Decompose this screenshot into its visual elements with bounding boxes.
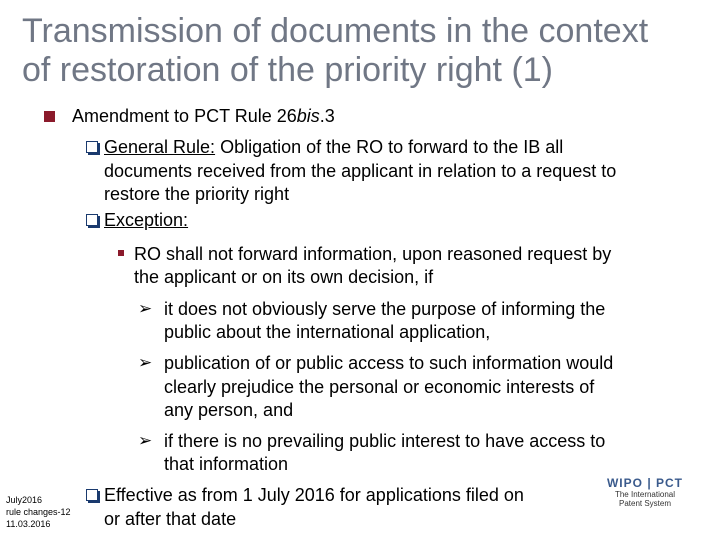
- logo-subtitle-2: Patent System: [618, 499, 672, 508]
- effective-line-2: or after that date: [104, 509, 237, 529]
- exception-item-1-line-1: it does not obviously serve the purpose of informing the: [164, 299, 606, 319]
- general-rule-line-1: [104, 136, 563, 158]
- slide-title-line-1: Transmission of documents in the context: [22, 12, 649, 50]
- exception-item-2-line-1: publication of or public access to such information would: [164, 353, 614, 373]
- footer-line-3: 11.03.2016: [6, 519, 51, 529]
- general-rule-line-3: restore the priority right: [104, 184, 290, 204]
- square-bullet-icon: [44, 111, 55, 122]
- arrow-bullet-icon: ➢: [138, 353, 153, 373]
- general-rule-label: General Rule:: [104, 137, 216, 157]
- amendment-suffix: .3: [319, 106, 335, 126]
- exception-sub-line-1: RO shall not forward information, upon reasoned request by: [134, 244, 612, 264]
- arrow-bullet-icon: ➢: [138, 299, 153, 319]
- small-square-bullet-icon: [118, 250, 124, 256]
- footer-info: [6, 494, 71, 530]
- checkbox-bullet-icon: [86, 214, 98, 226]
- effective-line-1: Effective as from 1 July 2016 for applications filed on: [104, 485, 524, 505]
- exception-item-3-line-1: if there is no prevailing public interest to have access to: [164, 431, 606, 451]
- footer-line-1: July2016: [6, 495, 43, 505]
- general-rule-line-2: documents received from the applicant in relation to a request to: [104, 161, 617, 181]
- logo-mark: WIPO | PCT: [606, 476, 684, 490]
- general-rule-text: Obligation of the RO to forward to the IB all: [215, 137, 564, 157]
- amendment-italic: bis: [296, 106, 320, 126]
- logo-subtitle-1: The International: [614, 490, 676, 499]
- amendment-line: [72, 105, 335, 127]
- slide-title: [22, 12, 712, 90]
- exception-item-3-line-2: that information: [164, 454, 289, 474]
- exception-item-1-line-2: public about the international application,: [164, 322, 491, 342]
- exception-sub-line-2: the applicant or on its own decision, if: [134, 267, 434, 287]
- exception-label: Exception:: [104, 210, 189, 230]
- amendment-text: Amendment to PCT Rule 26: [72, 106, 297, 126]
- exception-item-2-line-3: any person, and: [164, 400, 294, 420]
- wipo-pct-logo: [590, 476, 700, 508]
- exception-item-2-line-2: clearly prejudice the personal or economic interests of: [164, 377, 595, 397]
- footer-line-2: rule changes-12: [6, 507, 71, 517]
- checkbox-bullet-icon: [86, 489, 98, 501]
- slide-title-line-2: of restoration of the priority right (1): [22, 51, 554, 89]
- checkbox-bullet-icon: [86, 141, 98, 153]
- arrow-bullet-icon: ➢: [138, 431, 153, 451]
